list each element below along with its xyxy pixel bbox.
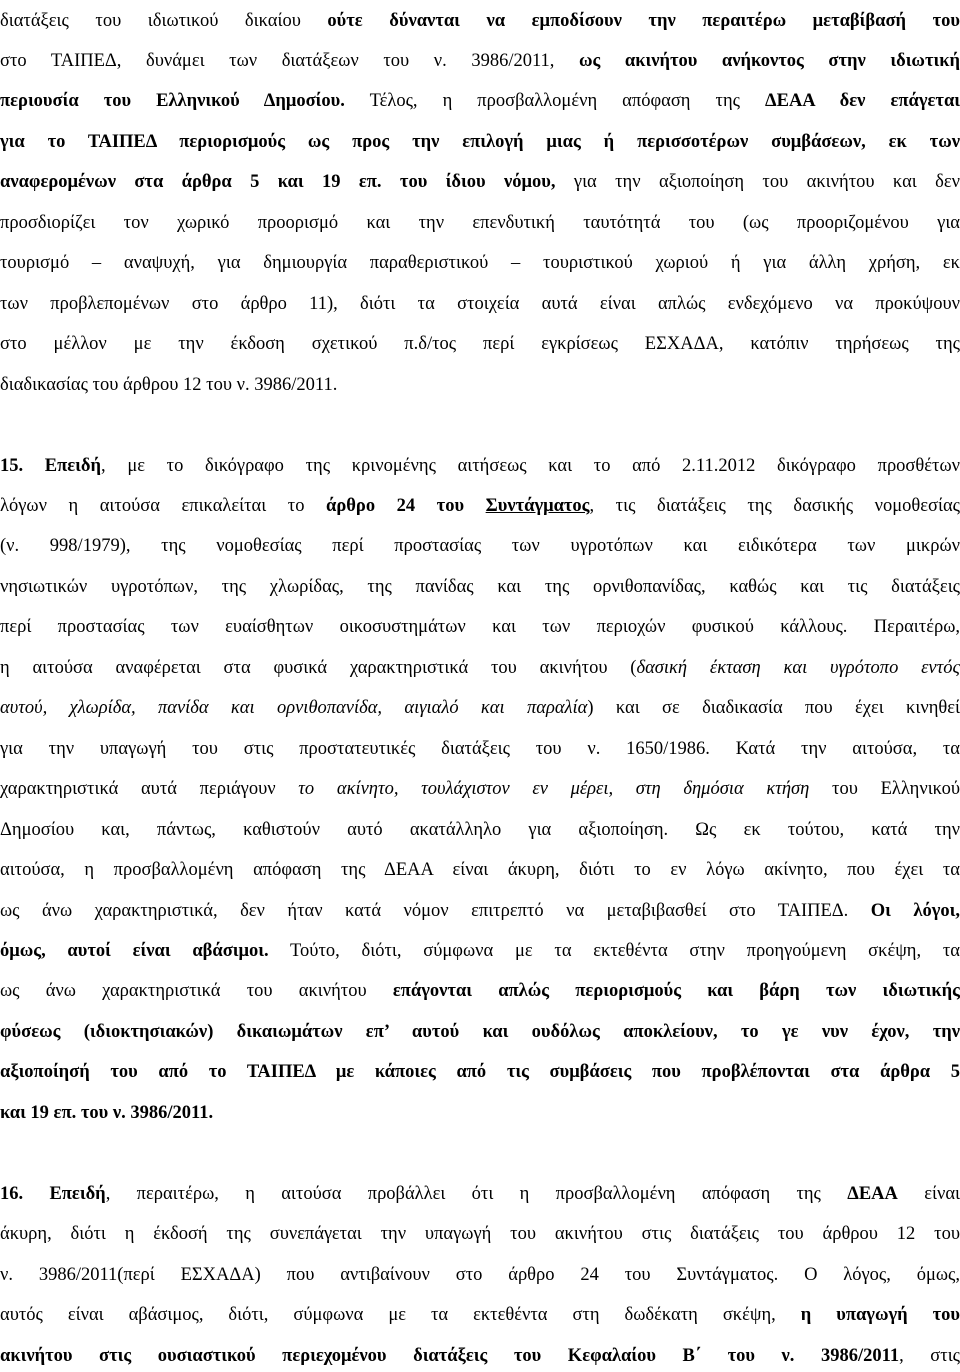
text-line: [0, 859, 960, 883]
text-run: δασική έκταση και υγρότοπο εντός: [636, 658, 960, 678]
text-line: [0, 10, 960, 34]
text-line: [0, 1061, 960, 1085]
text-run: Οι λόγοι,: [870, 901, 960, 921]
text-run: περί προστασίας των ευαίσθητων οικοσυστημάτων και των περιοχών φυσικού κάλλους. Περαιτέρω,: [0, 617, 960, 637]
text-run: άκυρη, διότι η έκδοσή της συνεπάγεται την υπαγωγή του ακινήτου στις διατάξεις του άρθρου 12 του: [0, 1224, 960, 1244]
text-line: [0, 171, 960, 195]
text-run: για το ΤΑΙΠΕΔ περιορισμούς ως προς την επιλογή μιας ή περισσοτέρων συμβάσεων, εκ των: [0, 132, 960, 152]
text-run: 15. Επειδή: [0, 456, 102, 476]
text-run: προσδιορίζει τον χωρικό προορισμό και την επενδυτική ταυτότητά του (ως προοριζομένου για: [0, 213, 960, 233]
text-line: [0, 455, 960, 479]
text-line: [0, 576, 960, 600]
text-line: [0, 940, 960, 964]
text-run: διατάξεις του ιδιωτικού δικαίου: [0, 11, 328, 31]
text-line: [0, 738, 960, 762]
text-run: , τις διατάξεις της δασικής νομοθεσίας: [589, 496, 960, 516]
text-run: , στις: [899, 1346, 960, 1366]
text-run: 16. Επειδή: [0, 1184, 106, 1204]
text-run: στο ΤΑΙΠΕΔ, δυνάμει των διατάξεων του ν. 3986/2011,: [0, 51, 579, 71]
text-run: , με το δικόγραφο της κρινομένης αιτήσεως και το από 2.11.2012 δικόγραφο προσθέτων: [101, 456, 960, 476]
text-run: αυτός είναι αβάσιμος, διότι, σύμφωνα με τα εκτεθέντα στη δωδέκατη σκέψη,: [0, 1305, 801, 1325]
text-run: λόγων η αιτούσα επικαλείται το: [0, 496, 327, 516]
text-run: η αιτούσα αναφέρεται στα φυσικά χαρακτηριστικά του ακινήτου (: [0, 658, 637, 678]
text-run: ακινήτου στις ουσιαστικού περιεχομένου διατάξεις του Κεφαλαίου Β΄ του ν. 3986/2011: [0, 1346, 900, 1366]
text-run: στο μέλλον με την έκδοση σχετικού π.δ/τος περί εγκρίσεως ΕΣΧΑΔΑ, κατόπιν τηρήσεως της: [0, 334, 960, 354]
text-line: [0, 535, 960, 559]
text-run: νησιωτικών υγροτόπων, της χλωρίδας, της πανίδας και της ορνιθοπανίδας, καθώς και τις διατάξεις: [0, 577, 960, 597]
text-line: [0, 293, 960, 317]
text-run: του Ελληνικού: [809, 779, 960, 799]
text-run: αιτούσα, η προσβαλλομένη απόφαση της ΔΕΑΑ είναι άκυρη, διότι το εν λόγω ακίνητο, που έχει τα: [0, 860, 960, 880]
text-run: η υπαγωγή του: [800, 1305, 960, 1325]
text-line: [0, 1102, 960, 1126]
text-run: χαρακτηριστικά αυτά περιάγουν: [0, 779, 299, 799]
text-line: [0, 657, 960, 681]
text-run: το ακίνητο, τουλάχιστον εν μέρει, στη δημόσια κτήση: [298, 779, 810, 799]
text-line: [0, 900, 960, 924]
text-line: [0, 252, 960, 276]
text-line: [0, 1345, 960, 1369]
text-run: και 19 επ. του ν. 3986/2011.: [0, 1103, 214, 1123]
text-run: Τέλος, η προσβαλλομένη απόφαση της: [344, 91, 765, 111]
text-run: των προβλεπομένων στο άρθρο 11), διότι τα στοιχεία αυτά είναι απλώς ενδεχόμενο να προκύψουν: [0, 294, 960, 314]
text-run: (ν. 998/1979), της νομοθεσίας περί προστασίας των υγροτόπων και ειδικότερα των μικρών: [0, 536, 960, 556]
text-run: αναφερομένων στα άρθρα 5 και 19 επ. του ίδιου νόμου,: [0, 172, 556, 192]
text-run: ούτε δύνανται να εμποδίσουν την περαιτέρω μεταβίβασή του: [327, 11, 960, 31]
text-run: ως ακινήτου ανήκοντος στην ιδιωτική: [578, 51, 960, 71]
text-line: [0, 374, 960, 398]
text-run: ΔΕΑΑ: [847, 1184, 898, 1204]
text-line: [0, 778, 960, 802]
text-run: Τούτο, διότι, σύμφωνα με τα εκτεθέντα στην προηγούμενη σκέψη, τα: [268, 941, 960, 961]
text-run: διαδικασίας του άρθρου 12 του ν. 3986/2011.: [0, 375, 338, 395]
text-line: [0, 980, 960, 1004]
text-line: [0, 1304, 960, 1328]
text-run: αυτού, χλωρίδα, πανίδα και ορνιθοπανίδα, αιγιαλό και παραλία: [0, 698, 588, 718]
text-run: για την αξιοποίηση του ακινήτου και δεν: [555, 172, 960, 192]
text-run: ) και σε διαδικασία που έχει κινηθεί: [587, 698, 960, 718]
text-line: [0, 1264, 960, 1288]
text-line: [0, 333, 960, 357]
text-run: , περαιτέρω, η αιτούσα προβάλλει ότι η προσβαλλομένη απόφαση της: [105, 1184, 848, 1204]
text-run: περιουσία του Ελληνικού Δημοσίου.: [0, 91, 345, 111]
text-run: Συντάγματος: [485, 496, 590, 516]
text-run: ν. 3986/2011(περί ΕΣΧΑΔΑ) που αντιβαίνουν στο άρθρο 24 του Συντάγματος. Ο λόγος, όμως,: [0, 1265, 960, 1285]
text-line: [0, 697, 960, 721]
text-run: άρθρο 24 του: [326, 496, 486, 516]
text-run: για την υπαγωγή του στις προστατευτικές διατάξεις του ν. 1650/1986. Κατά την αιτούσα, τα: [0, 739, 960, 759]
text-run: ως άνω χαρακτηριστικά, δεν ήταν κατά νόμον επιτρεπτό να μεταβιβασθεί στο ΤΑΙΠΕΔ.: [0, 901, 871, 921]
text-run: αξιοποίησή του από το ΤΑΙΠΕΔ με κάποιες από τις συμβάσεις που προβλέπονται στα άρθρα 5: [0, 1062, 960, 1082]
text-line: [0, 1183, 960, 1207]
text-run: ως άνω χαρακτηριστικά του ακινήτου: [0, 981, 393, 1001]
text-line: [0, 495, 960, 519]
text-line: [0, 90, 960, 114]
text-run: όμως, αυτοί είναι αβάσιμοι.: [0, 941, 269, 961]
text-run: Δημοσίου και, πάντως, καθιστούν αυτό ακατάλληλο για αξιοποίηση. Ως εκ τούτου, κατά την: [0, 820, 960, 840]
text-line: [0, 131, 960, 155]
text-run: φύσεως (ιδιοκτησιακών) δικαιωμάτων επ’ αυτού και ουδόλως αποκλείουν, το γε νυν έχον, την: [0, 1022, 960, 1042]
text-line: [0, 1021, 960, 1045]
text-line: [0, 212, 960, 236]
text-line: [0, 1223, 960, 1247]
text-line: [0, 50, 960, 74]
text-run: ΔΕΑΑ δεν επάγεται: [765, 91, 960, 111]
text-run: επάγονται απλώς περιορισμούς και βάρη των ιδιωτικής: [392, 981, 960, 1001]
text-run: είναι: [897, 1184, 960, 1204]
text-line: [0, 819, 960, 843]
text-line: [0, 616, 960, 640]
text-run: τουρισμό – αναψυχή, για δημιουργία παραθεριστικού – τουριστικού χωριού ή για άλλη χρήση, εκ: [0, 253, 960, 273]
